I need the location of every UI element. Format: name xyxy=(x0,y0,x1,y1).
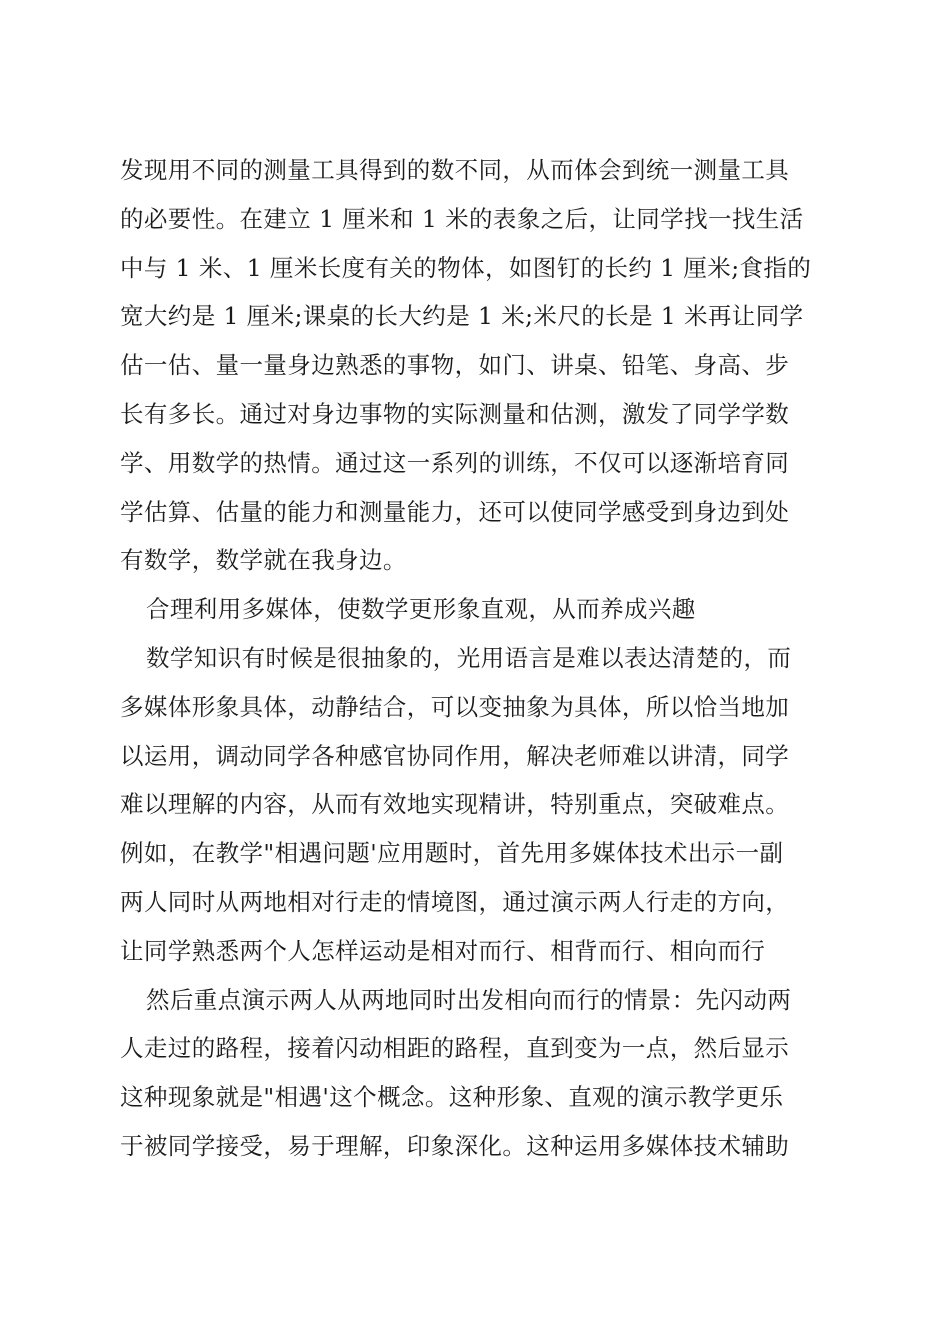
text-line: 中与 1 米、1 厘米长度有关的物体，如图钉的长约 1 厘米;食指的 xyxy=(120,253,812,282)
text-line: 估一估、量一量身边熟悉的事物，如门、讲桌、铅笔、身高、步 xyxy=(120,351,790,380)
section-heading: 合理利用多媒体，使数学更形象直观，从而养成兴趣 xyxy=(146,595,696,624)
text-line: 宽大约是 1 厘米;课桌的长大约是 1 米;米尺的长是 1 米再让同学 xyxy=(120,302,804,331)
text-line: 让同学熟悉两个人怎样运动是相对而行、相背而行、相向而行 xyxy=(120,936,766,965)
text-line: 这种现象就是"相遇'这个概念。这种形象、直观的演示教学更乐 xyxy=(120,1083,784,1112)
text-line: 发现用不同的测量工具得到的数不同，从而体会到统一测量工具 xyxy=(120,156,790,184)
text-line: 多媒体形象具体，动静结合，可以变抽象为具体，所以恰当地加 xyxy=(120,692,790,721)
text-line: 的必要性。在建立 1 厘米和 1 米的表象之后，让同学找一找生活 xyxy=(120,204,804,233)
text-line: 两人同时从两地相对行走的情境图，通过演示两人行走的方向， xyxy=(120,887,790,916)
text-line: 学估算、估量的能力和测量能力，还可以使同学感受到身边到处 xyxy=(120,497,790,526)
text-line: 以运用，调动同学各种感官协同作用，解决老师难以讲清，同学 xyxy=(120,741,790,770)
text-line: 长有多长。通过对身边事物的实际测量和估测，激发了同学学数 xyxy=(120,399,790,428)
text-line: 例如，在教学"相遇问题'应用题时，首先用多媒体技术出示一副 xyxy=(120,839,784,868)
text-line: 学、用数学的热情。通过这一系列的训练，不仅可以逐渐培育同 xyxy=(120,448,790,477)
document-body xyxy=(120,146,840,1171)
text-line: 数学知识有时候是很抽象的，光用语言是难以表达清楚的，而 xyxy=(146,643,792,672)
text-line: 人走过的路程，接着闪动相距的路程，直到变为一点，然后显示 xyxy=(120,1034,790,1063)
text-line: 难以理解的内容，从而有效地实现精讲，特别重点，突破难点。 xyxy=(120,790,790,819)
text-line: 然后重点演示两人从两地同时出发相向而行的情景：先闪动两 xyxy=(146,985,792,1014)
text-line: 有数学，数学就在我身边。 xyxy=(120,546,407,575)
text-line: 于被同学接受，易于理解，印象深化。这种运用多媒体技术辅助 xyxy=(120,1131,790,1160)
